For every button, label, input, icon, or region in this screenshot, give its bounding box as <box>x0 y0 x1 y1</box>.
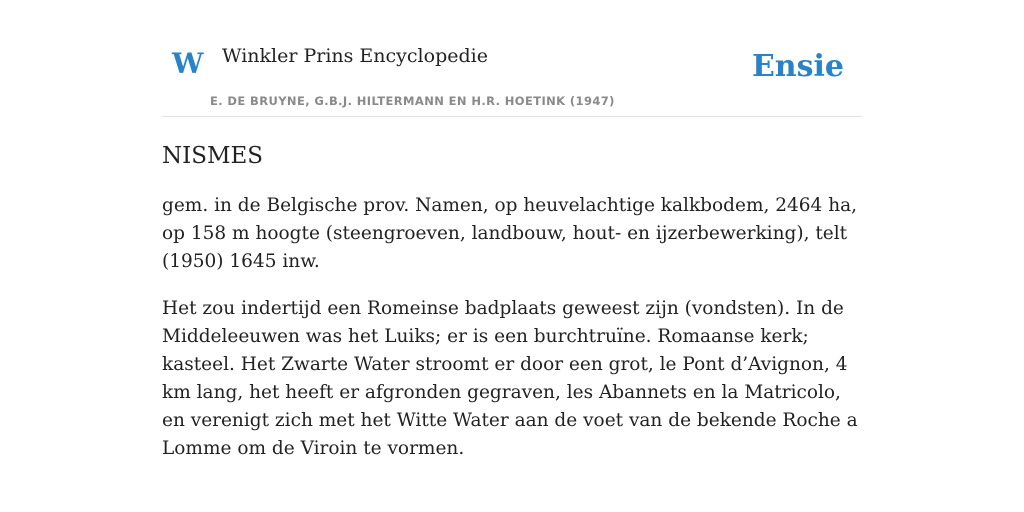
article-paragraph-2: Het zou indertijd een Romeinse badplaats geweest zijn (vondsten). In de Middeleeuwen was het Luiks; er is een burchtruïne. Romaanse kerk; kasteel. Het Zwarte Water stroomt er door een grot, le Pont d’Avignon, 4 km lang, het heeft er afgronden gegraven, les Abannets en la Matricolo, en verenigt zich met het Witte Water aan de voet van de bekende Roche a Lomme om de Viroin te vormen. <box>162 297 858 459</box>
article-paragraph-1: gem. in de Belgische prov. Namen, op heuvelachtige kalkbodem, 2464 ha, op 158 m hoogte (steengroeven, landbouw, hout- en ijzerbewerking), telt (1950) 1645 inw. <box>162 194 858 272</box>
source-header <box>162 0 862 117</box>
source-title[interactable]: Winkler Prins Encyclopedie <box>222 45 488 67</box>
article-headword: NISMES <box>162 143 264 169</box>
article-page <box>162 0 862 463</box>
source-authors: E. DE BRUYNE, G.B.J. HILTERMANN EN H.R. HOETINK (1947) <box>210 94 615 108</box>
ensie-logo[interactable]: Ensie <box>751 49 844 84</box>
winkler-prins-logo-icon[interactable]: W <box>172 47 204 80</box>
